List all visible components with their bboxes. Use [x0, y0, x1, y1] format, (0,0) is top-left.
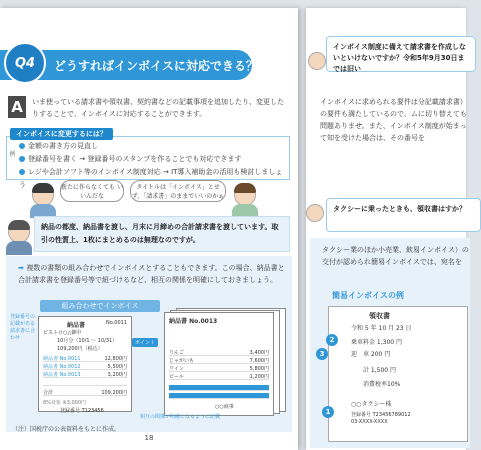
- answer-text: いま使っている請求書や領収書、契約書などの記載事項を追加したり、変更したりすることで、インボイスに対応することができます。: [32, 98, 284, 118]
- table-row: 納品書 No.0013 3,200円: [43, 372, 127, 378]
- answer-text-right: インボイスに求められる要件は分記載請求書）の要件も満たしているので、ムに切り替えても問題ありませ。また、インボイス制度が始まって知を受けた場合は、その番号を: [320, 98, 467, 142]
- receipt: [328, 306, 468, 442]
- person-icon: [308, 52, 326, 70]
- invoice-header: 納品書: [67, 322, 86, 329]
- speech-bubble-right: タイトルは「インボイス」とせず、「請求書」のままでいいのかぁ: [130, 180, 226, 202]
- receipt-title: 領収書: [369, 312, 390, 320]
- receipt-tel: 03-XXXX-XXXX: [351, 419, 388, 425]
- example-item: レジや会計ソフト等のインボイス制度対応 → IT導入補助金の活用も検討しましょう: [19, 168, 283, 189]
- receipt-reg: 登録番号 T23456789012: [351, 412, 411, 418]
- callout-bottom: 相互の関係が明確になるように記載: [140, 414, 221, 420]
- answer-text-taxi: タクシー業のほか小売業、飲易インボイス）の交付が認められ簡易インボイスでは、宛名を: [322, 246, 469, 266]
- invoice-total: 109,200円（税込）: [57, 346, 103, 352]
- person-icon: [306, 204, 324, 222]
- number-3-icon: 3: [316, 348, 328, 360]
- table-row: [43, 379, 127, 386]
- answer-paragraph: ➡ 複数の書類の組み合わせでインボイスとすることもできます。この場合、納品書と合計請求書を登録番号等で紐づけるなど、相互の関係を明確にしておきましょう。: [18, 264, 285, 284]
- footnote: （注）国税庁の公表資料をもとに作成。: [12, 426, 121, 433]
- question-box: 納品の都度、納品書を渡し、月末に月締めの合計請求書を渡しています。取引の性質上、1枚にまとめるのは無理なのですが。: [34, 216, 290, 252]
- receipt-date: 令和 5 年 10 月 23 日: [351, 325, 412, 332]
- invoice-header: 納品書 No.0013: [169, 318, 218, 325]
- invoice-recipient: ビストロ○△御中: [43, 330, 82, 336]
- number-1-icon: 1: [322, 406, 334, 418]
- company-reg: 登録番号 T123456: [60, 408, 104, 414]
- page-number: 18: [144, 434, 154, 442]
- table-row: 納品書 No.0012 5,500円: [43, 364, 127, 370]
- bullet-icon: [19, 143, 25, 149]
- invoice-period: 10月分（10/1 〜 10/31）: [57, 338, 118, 344]
- figure-title: 組み合わせでインボイス: [40, 300, 160, 312]
- number-2-icon: 2: [326, 334, 338, 346]
- arrow-right-icon: ➡: [18, 264, 27, 272]
- answer-badge: A: [8, 96, 26, 118]
- invoice-combined: [38, 316, 132, 412]
- highlight-row: [169, 385, 269, 391]
- point-tag: ポイント: [132, 338, 158, 347]
- table-row: ワイン 5,800円: [169, 366, 269, 372]
- left-page: [0, 8, 298, 450]
- receipt-company: ○○タクシー株: [351, 401, 392, 408]
- receipt-row: 計 1,500 円: [363, 367, 396, 374]
- table-row: りんご 3,400円: [169, 350, 269, 356]
- table-row: じゃがいも 7,600円: [169, 358, 269, 364]
- example-item: 金額の書き方の見直し: [19, 140, 289, 153]
- invoice-delivery: [164, 312, 274, 416]
- question-box-taxi: タクシーに乗ったときも、領収書はすか？: [326, 198, 481, 232]
- receipt-row: 迎 車 200 円: [351, 351, 391, 358]
- figure-title-right: 簡易インボイスの例: [332, 291, 404, 300]
- invoice-no: No.0011: [105, 320, 127, 326]
- question-badge: Q4: [4, 42, 46, 84]
- table-row: 合計 109,200円: [43, 390, 127, 396]
- table-row: 納品書 No.0011 12,800円: [43, 356, 127, 362]
- example-item: 登録番号を書く → 登録番号のスタンプを作ることでも対応できます: [19, 153, 289, 166]
- highlight-row: [169, 393, 269, 399]
- callout-left: 登録番号の記載がある請求書に合わせ: [10, 314, 36, 341]
- example-side-label: 例: [9, 151, 16, 158]
- bullet-icon: [19, 156, 25, 162]
- table-row: ビール 1,200円: [169, 374, 269, 380]
- question-box-right: インボイス制度に備えて請求書を作成しないといけないですか？令和5年9月30日までは旧い: [326, 36, 476, 72]
- right-page: [306, 8, 469, 450]
- receipt-row: 消費税率10%: [363, 381, 401, 388]
- receipt-row: 乗車料金 1,300 円: [351, 339, 402, 346]
- question-title: どうすればインボイスに対応できる？: [54, 59, 258, 73]
- tax-note: 8%対象 ※3,000円: [43, 400, 87, 406]
- company-name: ○○商事: [215, 404, 234, 410]
- bullet-icon: [19, 169, 25, 175]
- example-box-label: インボイスに変更するには？: [10, 128, 113, 140]
- example-box: [6, 136, 290, 189]
- speech-bubble-left: 新たに作らなくても いいんだな: [60, 180, 124, 202]
